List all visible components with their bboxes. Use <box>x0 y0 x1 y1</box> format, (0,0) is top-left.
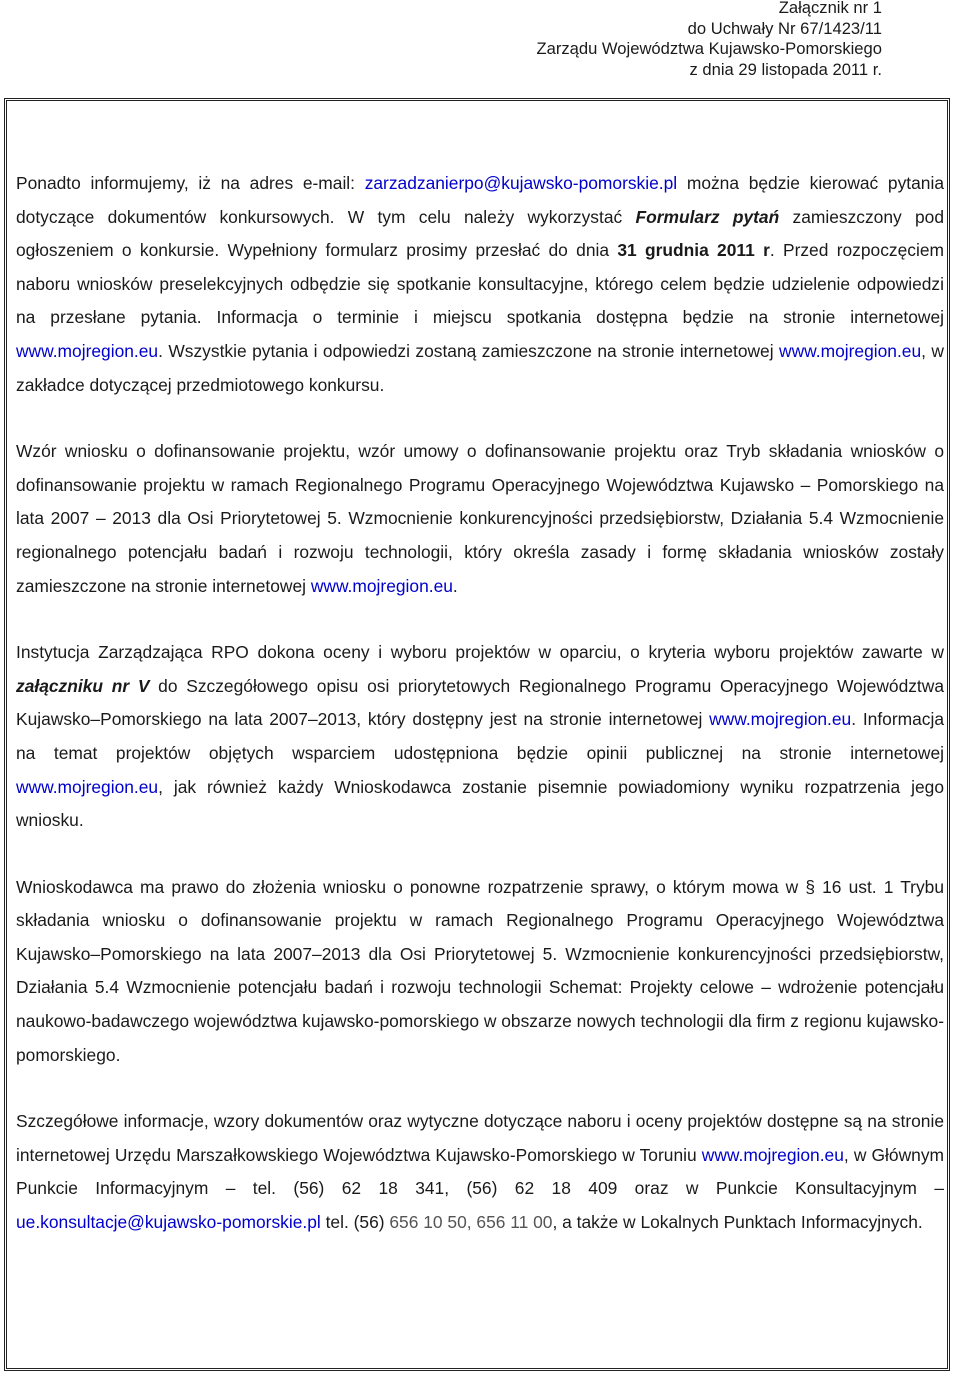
consultation-email-link[interactable]: ue.konsultacje@kujawsko-pomorskie.pl <box>16 1212 321 1233</box>
text-run: tel. (56) <box>320 1212 390 1233</box>
text-run: Ponadto informujemy, iż na adres e-mail: <box>16 173 365 193</box>
resolution-number: do Uchwały Nr 67/1423/11 <box>687 18 882 38</box>
paragraph-evaluation <box>16 636 944 838</box>
text-run: , jak również każdy Wnioskodawca zostanie pisemnie powiadomiony wyniku rozpatrzenia jego wniosku. <box>16 776 944 831</box>
text-run: , w Głównym Punkcie Informacyjnym – tel. (56) 62 18 341, (56) 62 18 409 oraz w Punkcie Konsultacyjnym – <box>16 1144 945 1199</box>
mojregion-link[interactable]: www.mojregion.eu <box>16 340 159 361</box>
annex-reference: załączniku nr V <box>16 675 150 696</box>
mojregion-link[interactable]: www.mojregion.eu <box>701 1144 844 1165</box>
paragraph-appeal: Wnioskodawca ma prawo do złożenia wniosku o ponowne rozpatrzenie sprawy, o którym mowa w § 16 ust. 1 Trybu składania wniosku o dofinansowanie projektu w ramach Regionalnego Programu Operacyjnego Województwa Kujawsko–Pomorskiego na lata 2007–2013 dla Osi Priorytetowej 5. Wzmocnienie konkurencyjności przedsiębiorstw, Działania 5.4 Wzmocnienie potencjału badań i rozwoju technologii Schemat: Projekty celowe – wdrożenie potencjału naukowo-badawczego województwa kujawsko-pomorskiego w obszarze nowych technologii dla firm z regionu kujawsko-pomorskiego. <box>16 876 944 1065</box>
text-run: można będzie kierować pytania dotyczące dokumentów konkursowych. W tym celu należy wykorzystać <box>16 173 944 227</box>
text-run: Szczegółowe informacje, wzory dokumentów oraz wytyczne dotyczące naboru i oceny projektów dostępne są na stronie internetowej Urzędu Marszałkowskiego Województwa Kujawsko-Pomorskiego w Toruniu <box>16 1111 944 1165</box>
consultation-phone-numbers: 656 10 50, 656 11 00 <box>389 1212 553 1233</box>
text-run: zamieszczony pod ogłoszeniem o konkursie. Wypełniony formularz prosimy przesłać do dnia <box>16 206 945 261</box>
text-run: Wzór wniosku o dofinansowanie projektu, wzór umowy o dofinansowanie projektu oraz Tryb składania wniosków o dofinansowanie projektu w ramach Regionalnego Programu Operacyjnego Województwa Kujawsko – Pomorskiego na lata 2007 – 2013 dla Osi Priorytetowej 5. Wzmocnienie konkurencyjności przedsiębiorstw, Działania 5.4 Wzmocnienie regionalnego potencjału badań i rozwoju technologii, który określa zasady i formę składania wniosków zostały zamieszczone na stronie internetowej <box>16 441 944 596</box>
paragraph-contact <box>16 1105 944 1239</box>
text-run: do Szczegółowego opisu osi priorytetowych Regionalnego Programu Operacyjnego Województwa Kujawsko–Pomorskiego na lata 2007–2013, który dostępny jest na stronie internetowej <box>16 675 944 730</box>
paragraph-questions <box>16 167 944 402</box>
paragraph-templates <box>16 435 944 603</box>
text-run: , w zakładce dotyczącej przedmiotowego konkursu. <box>16 340 944 395</box>
text-run: . Informacja na temat projektów objętych wsparciem udostępniona będzie opinii publicznej na stronie internetowej <box>16 709 945 763</box>
document-body <box>16 167 944 1240</box>
mojregion-link[interactable]: www.mojregion.eu <box>779 340 922 361</box>
text-run: . Wszystkie pytania i odpowiedzi zostaną zamieszczone na stronie internetowej <box>158 340 780 361</box>
annex-number: Załącznik nr 1 <box>778 0 882 17</box>
annex-header <box>536 0 882 80</box>
text-run: . Przed rozpoczęciem naboru wniosków preselekcyjnych odbędzie się spotkanie konsultacyjne, którego celem będzie udzielenie odpowiedzi na przesłane pytania. Informacja o terminie i miejscu spotkania dostępna będzie na stronie internetowej <box>16 240 944 328</box>
resolution-date: z dnia 29 listopada 2011 r. <box>689 59 882 79</box>
issuing-body: Zarządu Województwa Kujawsko-Pomorskiego <box>536 39 882 58</box>
text-run: Instytucja Zarządzająca RPO dokona oceny i wyboru projektów w oparciu, o kryteria wyboru projektów zawarte w <box>16 642 944 663</box>
question-form-name: Formularz pytań <box>635 206 780 227</box>
mojregion-link[interactable]: www.mojregion.eu <box>709 709 852 730</box>
text-run: , a także w Lokalnych Punktach Informacyjnych. <box>552 1212 923 1233</box>
questions-email-link[interactable]: zarzadzanierpo@kujawsko-pomorskie.pl <box>364 173 678 193</box>
mojregion-link[interactable]: www.mojregion.eu <box>310 575 453 596</box>
text-run: . <box>452 575 458 596</box>
mojregion-link[interactable]: www.mojregion.eu <box>16 776 159 797</box>
deadline-date: 31 grudnia 2011 r <box>617 240 770 261</box>
